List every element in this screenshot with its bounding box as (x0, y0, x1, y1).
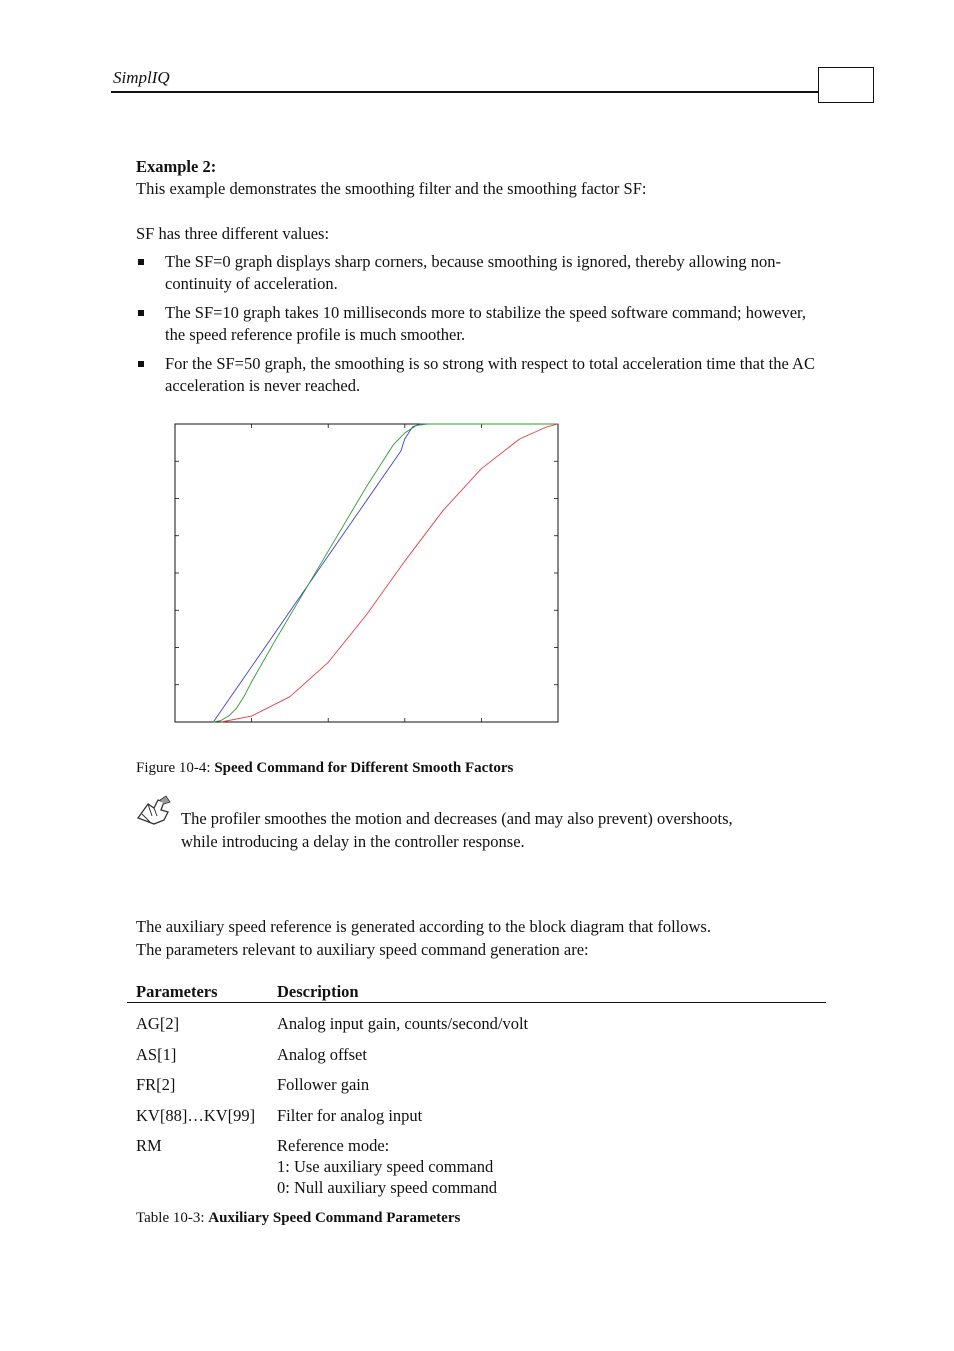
desc-line: Reference mode: (277, 1136, 390, 1155)
aux-intro-line1: The auxiliary speed reference is generated according to the block diagram that follows. (136, 917, 711, 936)
sf-bullet-list (136, 251, 826, 404)
desc-cell (277, 1135, 817, 1198)
bullet-text: The SF=0 graph displays sharp corners, because smoothing is ignored, thereby allowing non-continuity of acceleration. (165, 252, 782, 293)
list-item (136, 302, 826, 346)
running-header-title: SimplIQ (113, 68, 170, 87)
figure-caption-prefix: Figure 10-4: (136, 760, 215, 776)
list-item (136, 251, 826, 295)
header-rule (111, 91, 819, 93)
table-header-rule (127, 1002, 826, 1003)
note-hand-icon (134, 794, 174, 830)
desc-cell (277, 1074, 817, 1095)
desc-cell (277, 1105, 817, 1126)
table-caption-prefix: Table 10-3: (136, 1210, 209, 1226)
figure-caption-title: Speed Command for Different Smooth Factors (214, 760, 514, 776)
desc-line: Analog input gain, counts/second/volt (277, 1014, 529, 1033)
speed-command-chart (160, 415, 570, 735)
desc-line: 1: Use auxiliary speed command (277, 1157, 494, 1176)
note-text-line1: The profiler smoothes the motion and decreases (and may also prevent) overshoots, (181, 809, 733, 828)
table-header-parameters: Parameters (136, 982, 218, 1001)
table-caption (136, 1210, 460, 1227)
list-item (136, 353, 826, 397)
plot-frame (175, 424, 558, 722)
desc-line: 0: Null auxiliary speed command (277, 1178, 497, 1197)
desc-cell (277, 1013, 817, 1034)
example-intro: This example demonstrates the smoothing filter and the smoothing factor SF: (136, 179, 647, 198)
bullet-square-icon (138, 259, 144, 265)
example-heading: Example 2: (136, 157, 217, 176)
desc-line: Filter for analog input (277, 1106, 423, 1125)
param-cell: FR[2] (136, 1075, 176, 1094)
bullet-square-icon (138, 361, 144, 367)
bullet-text: The SF=10 graph takes 10 milliseconds more to stabilize the speed software command; however, the speed reference profile is much smoother. (165, 303, 806, 344)
aux-intro-line2: The parameters relevant to auxiliary speed command generation are: (136, 940, 589, 959)
desc-cell (277, 1044, 817, 1065)
bullet-square-icon (138, 310, 144, 316)
param-cell: AG[2] (136, 1014, 180, 1033)
table-header-description: Description (277, 982, 359, 1001)
figure-caption (136, 760, 513, 777)
page-number-box (818, 67, 874, 103)
bullet-text: For the SF=50 graph, the smoothing is so strong with respect to total acceleration time that the AC acceleration is never reached. (165, 354, 815, 395)
param-cell: KV[88]…KV[99] (136, 1106, 256, 1125)
table-caption-title: Auxiliary Speed Command Parameters (208, 1210, 461, 1226)
note-text-line2: while introducing a delay in the controller response. (181, 832, 525, 851)
param-cell: AS[1] (136, 1045, 177, 1064)
param-cell: RM (136, 1136, 162, 1155)
desc-line: Analog offset (277, 1045, 367, 1064)
desc-line: Follower gain (277, 1075, 370, 1094)
sf-intro: SF has three different values: (136, 224, 330, 243)
